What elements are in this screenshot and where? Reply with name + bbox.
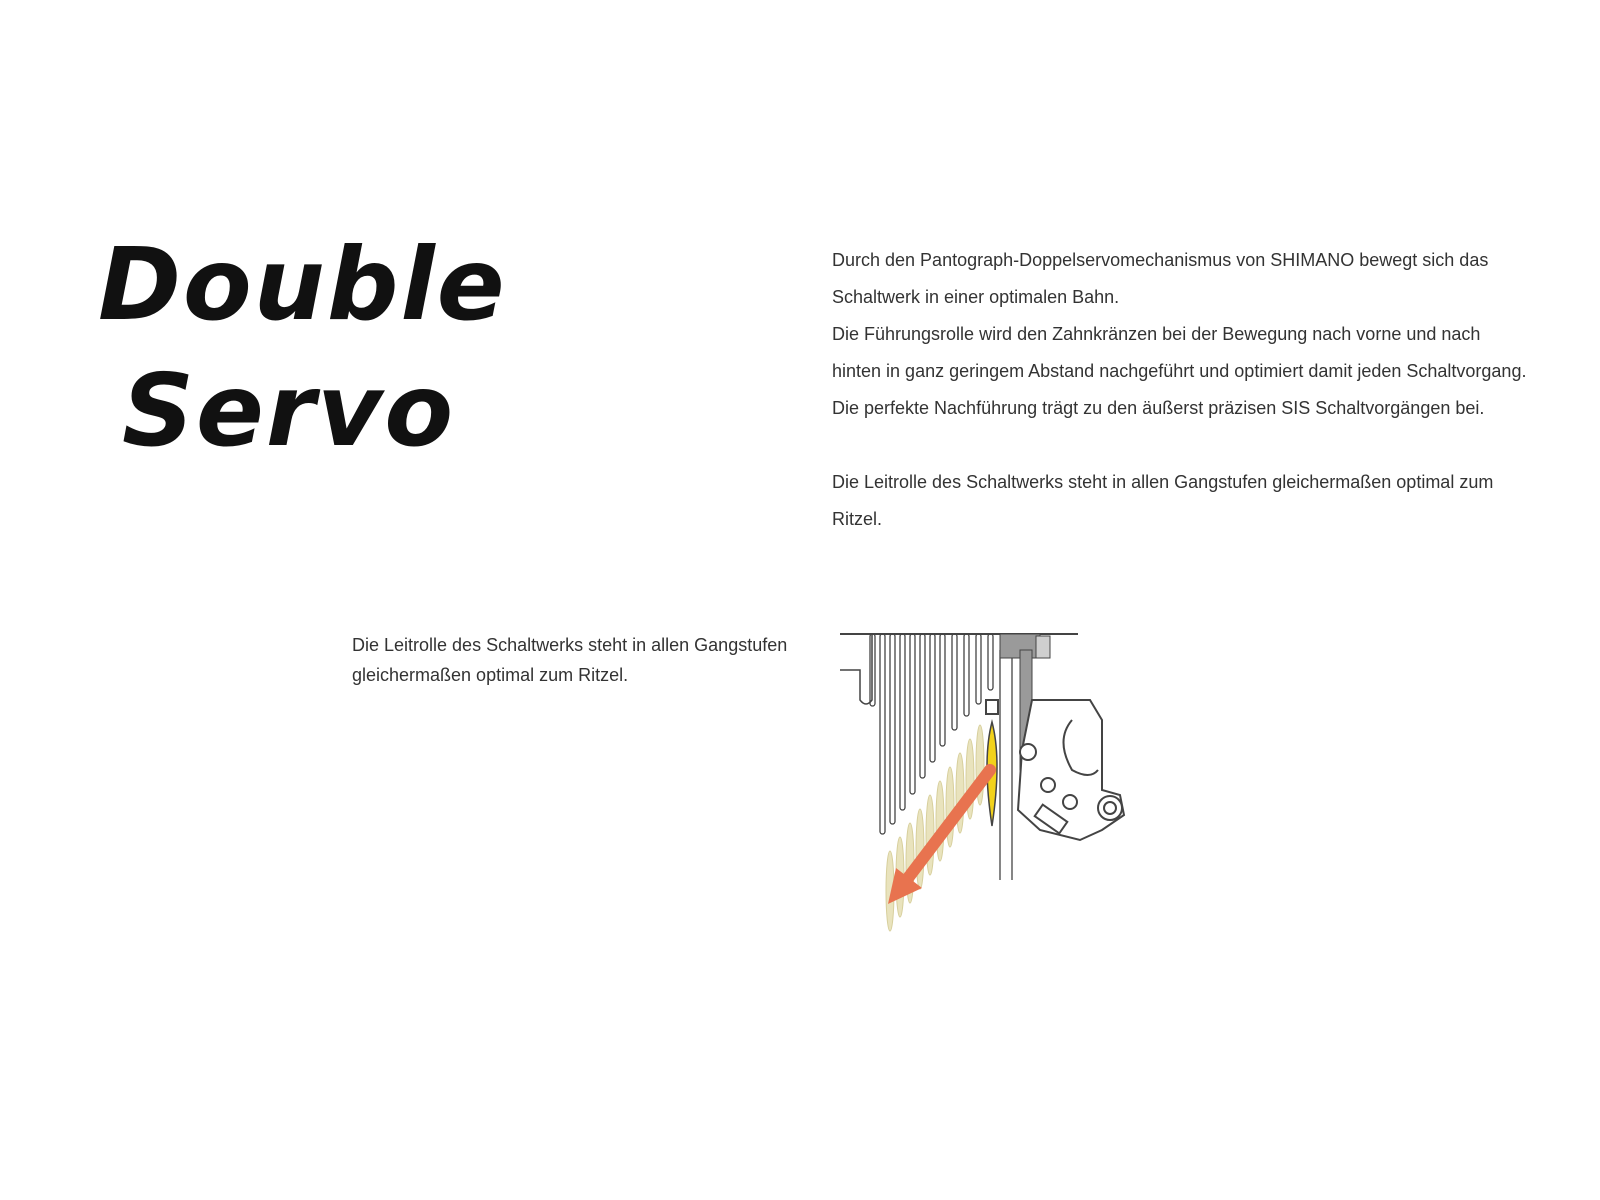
adjust-screw	[1036, 636, 1050, 658]
title-line-2: Servo	[122, 352, 456, 469]
sprocket	[880, 634, 885, 834]
sprocket	[920, 634, 925, 778]
cable-stop	[986, 700, 998, 714]
derailleur-illustration	[840, 630, 1140, 970]
description-paragraph-1a: Durch den Pantograph-Doppelservomechanismus von SHIMANO bewegt sich das Schaltwerk in einer optimalen Bahn.	[832, 250, 1489, 307]
description-block	[832, 242, 1532, 538]
title-line-1: Double	[98, 226, 507, 343]
sprocket	[952, 634, 957, 730]
pivot-bolt-middle	[1041, 778, 1055, 792]
pivot-bolt-top	[1020, 744, 1036, 760]
cable-adjuster-inner	[1104, 802, 1116, 814]
sprocket	[988, 634, 993, 690]
pivot-bolt-lower	[1063, 795, 1077, 809]
sprocket	[890, 634, 895, 824]
sprocket	[910, 634, 915, 794]
figure-caption: Die Leitrolle des Schaltwerks steht in allen Gangstufen gleichermaßen optimal zum Ritzel.	[352, 635, 788, 685]
sprocket	[940, 634, 945, 746]
derailleur-diagram	[840, 630, 1140, 970]
paragraph-gap	[832, 427, 1532, 464]
sprocket	[976, 634, 981, 704]
page-title	[98, 222, 507, 474]
sprocket	[930, 634, 935, 762]
sprocket	[964, 634, 969, 716]
ghost-pulley	[926, 795, 934, 875]
sprocket	[900, 634, 905, 810]
frame-dropout	[840, 634, 872, 704]
description-paragraph-2: Die Leitrolle des Schaltwerks steht in allen Gangstufen gleichermaßen optimal zum Ritzel.	[832, 472, 1494, 529]
description-paragraph-1b: Die Führungsrolle wird den Zahnkränzen bei der Bewegung nach vorne und nach hinten in ganz geringem Abstand nachgeführt und optimiert damit jeden Schaltvorgang. Die perfekte Nachführung trägt zu den äußerst präzisen SIS Schaltvorgängen bei.	[832, 324, 1527, 418]
